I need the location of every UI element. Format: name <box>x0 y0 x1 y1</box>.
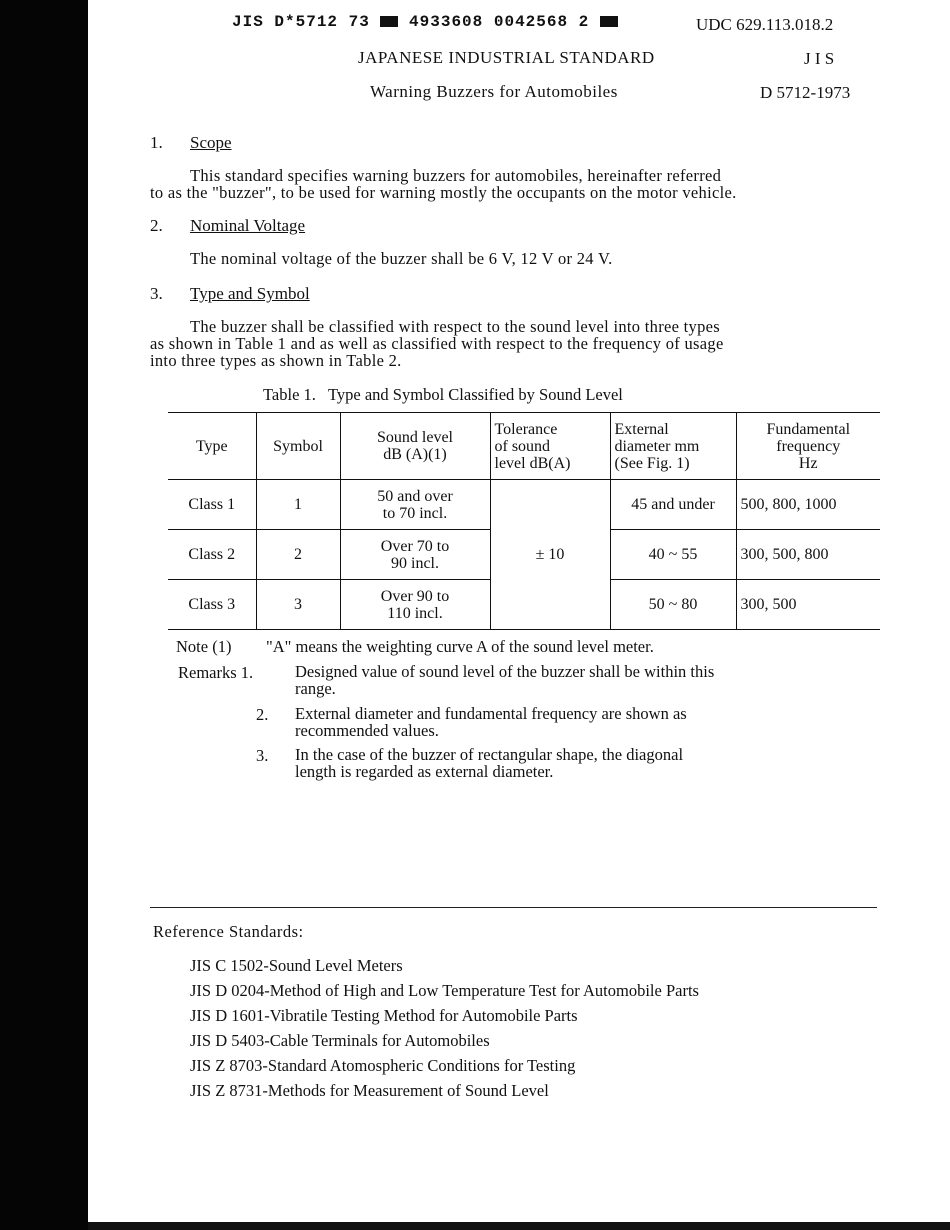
document-code-line <box>232 13 618 31</box>
note-label: Note (1) <box>176 637 232 656</box>
remark-2: External diameter and fundamental frequency are shown as recommended values. <box>295 704 687 740</box>
col-header-tolerance: Tolerance of sound level dB(A) <box>490 413 610 480</box>
document-title: Warning Buzzers for Automobiles <box>370 82 618 101</box>
cell-external-diameter: 50 ~ 80 <box>610 580 736 630</box>
reference-item: JIS D 1601-Vibratile Testing Method for Automobile Parts <box>190 1006 578 1025</box>
type-line-2: as shown in Table 1 and as well as classified with respect to the frequency of usage <box>150 334 724 353</box>
col-header-external-diameter: External diameter mm (See Fig. 1) <box>610 413 736 480</box>
redaction-block-icon <box>600 16 618 27</box>
voltage-line: The nominal voltage of the buzzer shall be 6 V, 12 V or 24 V. <box>190 249 613 268</box>
udc-number: UDC 629.113.018.2 <box>696 15 834 34</box>
section-number: 3. <box>150 284 163 303</box>
cell-sound-level: Over 90 to 110 incl. <box>340 580 490 630</box>
cell-symbol: 3 <box>256 580 340 630</box>
reference-item: JIS Z 8703-Standard Atomospheric Conditions for Testing <box>190 1056 576 1075</box>
cell-type: Class 1 <box>168 480 256 530</box>
type-line-1: The buzzer shall be classified with respect to the sound level into three types <box>190 317 720 336</box>
section-number: 2. <box>150 216 163 235</box>
remark-number: 2. <box>256 705 269 724</box>
scan-bottom-edge <box>88 1222 950 1230</box>
cell-type: Class 3 <box>168 580 256 630</box>
doc-code-mid: 4933608 0042568 2 <box>409 13 590 31</box>
cell-sound-level: Over 70 to 90 incl. <box>340 530 490 580</box>
cell-sound-level: 50 and over to 70 incl. <box>340 480 490 530</box>
col-header-symbol: Symbol <box>256 413 340 480</box>
cell-frequency: 300, 500 <box>736 580 880 630</box>
reference-item: JIS D 0204-Method of High and Low Temperature Test for Automobile Parts <box>190 981 699 1000</box>
cell-symbol: 2 <box>256 530 340 580</box>
remarks-label: Remarks 1. <box>178 663 254 682</box>
jis-label: J I S <box>804 49 835 68</box>
standard-number: D 5712-1973 <box>760 83 851 102</box>
reference-item: JIS D 5403-Cable Terminals for Automobiles <box>190 1031 490 1050</box>
cell-tolerance: ± 10 <box>490 480 610 630</box>
section-heading-voltage: Nominal Voltage <box>190 216 306 235</box>
remark-number: 3. <box>256 746 269 765</box>
scope-line-2: to as the "buzzer", to be used for warning mostly the occupants on the motor vehicle. <box>150 183 737 202</box>
cell-external-diameter: 45 and under <box>610 480 736 530</box>
reference-standards-title: Reference Standards: <box>153 922 304 941</box>
cell-frequency: 300, 500, 800 <box>736 530 880 580</box>
cell-external-diameter: 40 ~ 55 <box>610 530 736 580</box>
scan-edge-shadow <box>0 0 88 1230</box>
table1 <box>168 412 880 630</box>
table-row <box>168 480 880 530</box>
table-header-row <box>168 413 880 480</box>
cell-type: Class 2 <box>168 530 256 580</box>
footer-divider <box>150 907 877 908</box>
section-heading-scope: Scope <box>190 133 232 152</box>
remark-1: Designed value of sound level of the buzzer shall be within this range. <box>295 662 715 698</box>
scope-line-1: This standard specifies warning buzzers for automobiles, hereinafter referred <box>190 166 722 185</box>
reference-item: JIS C 1502-Sound Level Meters <box>190 956 403 975</box>
section-number: 1. <box>150 133 163 152</box>
cell-symbol: 1 <box>256 480 340 530</box>
remark-3: In the case of the buzzer of rectangular shape, the diagonal length is regarded as external diameter. <box>295 745 684 781</box>
col-header-type: Type <box>168 413 256 480</box>
col-header-fundamental-frequency: Fundamental frequency Hz <box>736 413 880 480</box>
section-heading-type-symbol: Type and Symbol <box>190 284 310 303</box>
note-text: "A" means the weighting curve A of the sound level meter. <box>266 637 654 656</box>
col-header-sound-level: Sound level dB (A)(1) <box>340 413 490 480</box>
doc-code-left: JIS D*5712 73 <box>232 13 370 31</box>
type-line-3: into three types as shown in Table 2. <box>150 351 402 370</box>
redaction-block-icon <box>380 16 398 27</box>
cell-frequency: 500, 800, 1000 <box>736 480 880 530</box>
table1-caption: Table 1. Type and Symbol Classified by Sound Level <box>263 385 623 404</box>
reference-item: JIS Z 8731-Methods for Measurement of Sound Level <box>190 1081 549 1100</box>
org-title: JAPANESE INDUSTRIAL STANDARD <box>358 48 655 67</box>
